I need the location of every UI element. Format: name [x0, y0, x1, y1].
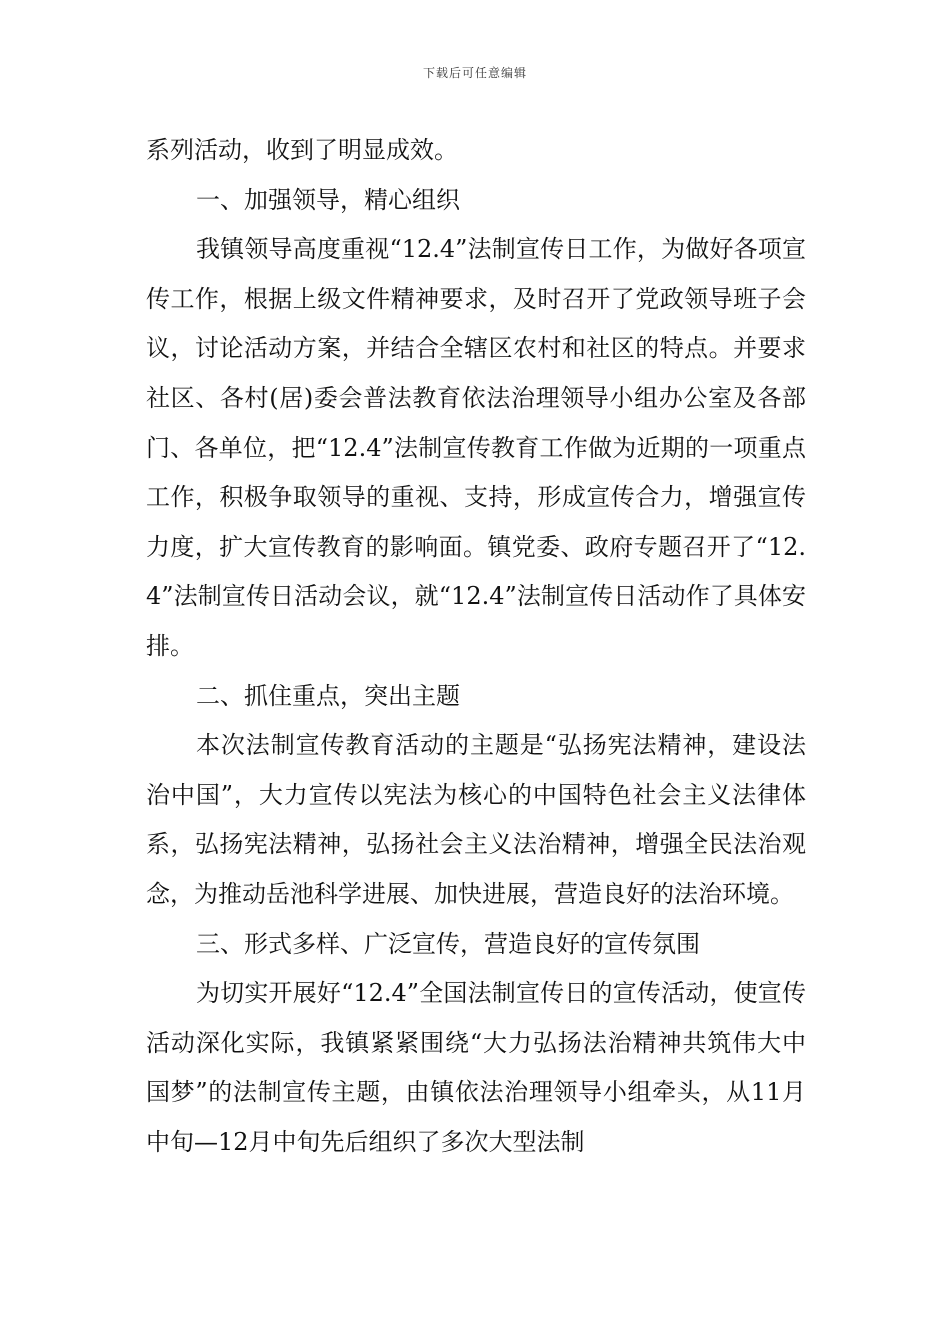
section-heading-3: 三、形式多样、广泛宣传，营造良好的宣传氛围	[196, 929, 700, 958]
page-header: 下载后可任意编辑	[422, 66, 527, 80]
document-body	[146, 126, 806, 1167]
section-heading-1: 一、加强领导，精心组织	[196, 185, 460, 214]
paragraph-activities: 为切实开展好“12.4”全国法制宣传日的宣传活动，使宣传活动深化实际，我镇紧紧围绕“大力弘扬法治精神共筑伟大中国梦”的法制宣传主题，由镇依法治理领导小组牵头，从11月中旬—12月中旬先后组织了多次大型法制	[146, 979, 806, 1156]
paragraph-theme: 本次法制宣传教育活动的主题是“弘扬宪法精神，建设法治中国”，大力宣传以宪法为核心的中国特色社会主义法律体系，弘扬宪法精神，弘扬社会主义法治精神，增强全民法治观念，为推动岳池科学进展、加快进展，营造良好的法治环境。	[146, 731, 806, 908]
paragraph-leadership: 我镇领导高度重视“12.4”法制宣传日工作，为做好各项宣传工作，根据上级文件精神要求，及时召开了党政领导班子会议，讨论活动方案，并结合全辖区农村和社区的特点。并要求社区、各村(居)委会普法教育依法治理领导小组办公室及各部门、各单位，把“12.4”法制宣传教育工作做为近期的一项重点工作，积极争取领导的重视、支持，形成宣传合力，增强宣传力度，扩大宣传教育的影响面。镇党委、政府专题召开了“12.4”法制宣传日活动会议，就“12.4”法制宣传日活动作了具体安排。	[146, 235, 806, 660]
section-heading-2: 二、抓住重点，突出主题	[196, 681, 460, 710]
paragraph-continuation: 系列活动，收到了明显成效。	[146, 136, 458, 164]
